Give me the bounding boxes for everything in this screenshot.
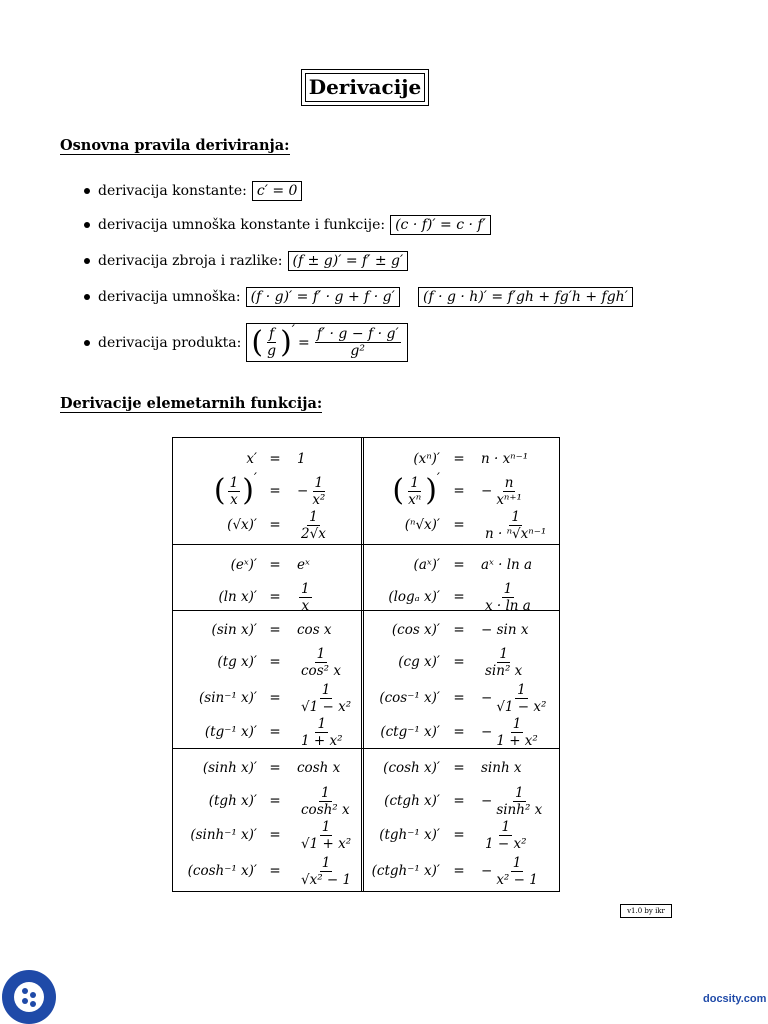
left-lhs: (√x)′: [227, 517, 257, 533]
fraction-denominator: √1 + x²: [301, 835, 352, 852]
rule-label: derivacija umnoška konstante i funkcije:: [98, 217, 386, 233]
rule-product: [84, 287, 400, 307]
right-lhs: (cosh x)′: [383, 760, 440, 776]
left-lhs: x′: [246, 451, 257, 467]
left-rhs: [297, 510, 330, 540]
left-equals: =: [269, 622, 281, 638]
bullet-icon: [84, 258, 90, 264]
left-equals: =: [269, 793, 281, 809]
right-equals: =: [453, 827, 465, 843]
right-rhs: [481, 820, 531, 850]
left-lhs: (ln x)′: [218, 589, 257, 605]
fraction-numerator: 1: [316, 645, 326, 662]
right-rhs: [481, 856, 542, 886]
minus-sign: −: [297, 482, 309, 499]
table-divider: [361, 438, 362, 891]
fraction-denominator: n · ⁿ√xⁿ⁻¹: [485, 525, 547, 542]
fraction-denominator: x²: [312, 491, 326, 508]
left-rhs: [297, 786, 354, 816]
right-equals: =: [453, 793, 465, 809]
right-equals: =: [453, 724, 465, 740]
right-lhs: (aˣ)′: [413, 557, 440, 573]
right-equals: =: [453, 690, 465, 706]
fraction-numerator: 1: [314, 474, 324, 491]
left-equals: =: [269, 517, 281, 533]
left-equals: =: [269, 863, 281, 879]
page-title: Derivacije: [305, 73, 425, 102]
fraction-denominator: sin² x: [485, 662, 523, 679]
fraction-denominator: xⁿ: [408, 491, 422, 508]
right-lhs: (cos x)′: [391, 622, 440, 638]
formula-box: (f ± g)′ = f′ ± g′: [288, 251, 409, 271]
right-rhs: [481, 582, 535, 612]
fraction-denominator: xⁿ⁺¹: [496, 491, 522, 508]
rule-product-three: [413, 287, 633, 307]
fraction-numerator: 1: [321, 784, 330, 801]
right-lhs: (ctgh x)′: [384, 793, 440, 809]
right-equals: =: [453, 517, 465, 533]
right-equals: =: [453, 557, 465, 573]
left-equals: =: [269, 654, 281, 670]
section-heading-elementary-functions: Derivacije elemetarnih funkcija:: [60, 395, 323, 412]
fraction-numerator: 1: [317, 715, 327, 732]
left-equals: =: [269, 827, 281, 843]
rule-label: derivacija zbroja i razlike:: [98, 253, 283, 269]
bullet-icon: [84, 340, 90, 346]
fraction-numerator: 1: [321, 818, 331, 835]
right-equals: =: [453, 589, 465, 605]
right-rhs: [481, 717, 542, 747]
left-rhs: [297, 647, 345, 677]
left-rhs: [297, 820, 355, 850]
fraction-numerator: 1: [321, 854, 331, 871]
left-equals: =: [269, 589, 281, 605]
bullet-icon: [84, 294, 90, 300]
formula-box: ( $\frac{f}{g}$ ) ′ = $\frac{f' \cdot g - f \cdot g'}{\text{g²}}$: [246, 323, 407, 362]
right-lhs: ( $\frac{1}{\text{xⁿ}}$ ) ′: [392, 471, 440, 508]
minus-sign: −: [481, 792, 493, 809]
fraction-denominator: 1 − x²: [485, 835, 527, 852]
docsity-logo-icon[interactable]: [2, 970, 56, 1024]
rule-label: derivacija konstante:: [98, 183, 247, 199]
rule-sum-difference: [84, 251, 408, 271]
fraction-denominator: √x² − 1: [301, 871, 352, 888]
left-lhs: (eˣ)′: [230, 557, 257, 573]
right-equals: =: [453, 760, 465, 776]
right-lhs: (ctg⁻¹ x)′: [380, 724, 440, 740]
left-rhs: [297, 856, 355, 886]
fraction-numerator: 1: [410, 474, 419, 491]
fraction-numerator: 1: [301, 580, 310, 597]
rule-label: derivacija umnoška:: [98, 289, 241, 305]
formula-box: (f · g · h)′ = f′gh + fg′h + fgh′: [418, 287, 633, 307]
left-equals: =: [269, 760, 281, 776]
left-rhs: eˣ: [297, 557, 310, 573]
right-rhs: [481, 683, 550, 713]
title-box: [301, 69, 429, 106]
right-lhs: (cos⁻¹ x)′: [379, 690, 440, 706]
right-lhs: (tgh⁻¹ x)′: [379, 827, 440, 843]
fraction-numerator: 1: [309, 508, 318, 525]
section-heading-basic-rules: Osnovna pravila deriviranja:: [60, 137, 290, 154]
bullet-icon: [84, 222, 90, 228]
fraction-numerator: n: [504, 474, 514, 491]
left-lhs: (tgh x)′: [208, 793, 257, 809]
left-rhs: [297, 717, 347, 747]
left-rhs: cos x: [297, 622, 332, 638]
fraction-numerator: 1: [501, 818, 511, 835]
right-lhs: (cg x)′: [398, 654, 440, 670]
fraction-numerator: 1: [511, 508, 520, 525]
bullet-icon: [84, 188, 90, 194]
right-lhs: (ⁿ√x)′: [404, 517, 440, 533]
right-rhs: sinh x: [481, 760, 522, 776]
fraction-denominator: cosh² x: [301, 801, 350, 818]
derivatives-table: [172, 437, 560, 892]
version-tag: v1.0 by ikr: [620, 904, 672, 918]
minus-sign: −: [481, 689, 493, 706]
right-lhs: (xⁿ)′: [413, 451, 440, 467]
fraction-numerator: 1: [512, 715, 522, 732]
fraction-denominator: 2√x: [301, 525, 326, 542]
right-rhs: − sin x: [481, 622, 529, 638]
fraction-numerator: 1: [514, 784, 524, 801]
fraction-numerator: 1: [499, 645, 508, 662]
fraction-denominator: √1 − x²: [496, 698, 547, 715]
minus-sign: −: [481, 862, 493, 879]
left-lhs: (sinh⁻¹ x)′: [190, 827, 257, 843]
left-lhs: (sin⁻¹ x)′: [199, 690, 257, 706]
fraction-numerator: 1: [512, 854, 522, 871]
fraction-numerator: 1: [517, 681, 526, 698]
fraction-denominator: cos² x: [301, 662, 341, 679]
left-equals: =: [269, 451, 281, 467]
fraction-denominator: 1 + x²: [496, 732, 538, 749]
fraction-denominator: sinh² x: [496, 801, 543, 818]
fraction-numerator: 1: [229, 474, 239, 491]
left-lhs: (sinh x)′: [202, 760, 257, 776]
fraction-denominator: x: [301, 597, 310, 614]
table-separator: [173, 544, 559, 545]
rule-quotient: [84, 323, 408, 362]
left-equals: =: [269, 724, 281, 740]
formula-box: (c · f)′ = c · f′: [390, 215, 491, 235]
left-rhs: [297, 476, 329, 506]
left-equals: =: [269, 483, 281, 499]
right-rhs: [481, 476, 526, 506]
formula-box: (f · g)′ = f′ · g + f · g′: [246, 287, 400, 307]
left-rhs: [297, 683, 355, 713]
right-rhs: [481, 510, 550, 540]
right-rhs: aˣ · ln a: [481, 557, 533, 573]
left-equals: =: [269, 557, 281, 573]
left-lhs: (tg⁻¹ x)′: [204, 724, 257, 740]
fraction-denominator: x: [230, 491, 238, 508]
left-rhs: 1: [297, 451, 306, 467]
right-equals: =: [453, 863, 465, 879]
right-lhs: (ctgh⁻¹ x)′: [371, 863, 440, 879]
left-equals: =: [269, 690, 281, 706]
left-lhs: (sin x)′: [211, 622, 257, 638]
right-equals: =: [453, 654, 465, 670]
fraction-numerator: 1: [321, 681, 331, 698]
right-equals: =: [453, 451, 465, 467]
minus-sign: −: [481, 723, 493, 740]
fraction-denominator: √1 − x²: [301, 698, 352, 715]
right-rhs: [481, 786, 546, 816]
fraction-denominator: x² − 1: [496, 871, 538, 888]
rule-constant: [84, 181, 302, 201]
fraction-denominator: 1 + x²: [301, 732, 343, 749]
rule-label: derivacija produkta:: [98, 334, 242, 351]
right-equals: =: [453, 483, 465, 499]
brand-label[interactable]: docsity.com: [703, 993, 767, 1005]
fraction-numerator: 1: [503, 580, 513, 597]
left-rhs: [297, 582, 314, 612]
right-rhs: [481, 647, 526, 677]
minus-sign: −: [481, 482, 493, 499]
right-rhs: n · xⁿ⁻¹: [481, 451, 529, 467]
fraction-denominator: x · ln a: [485, 597, 531, 614]
left-lhs: ( $\frac{1}{x}$ ) ′: [213, 471, 257, 508]
left-rhs: cosh x: [297, 760, 341, 776]
left-lhs: (tg x)′: [217, 654, 257, 670]
left-lhs: (cosh⁻¹ x)′: [187, 863, 257, 879]
rule-constant-product: [84, 215, 491, 235]
formula-box: c′ = 0: [252, 181, 303, 201]
right-lhs: (logₐ x)′: [388, 589, 440, 605]
right-equals: =: [453, 622, 465, 638]
